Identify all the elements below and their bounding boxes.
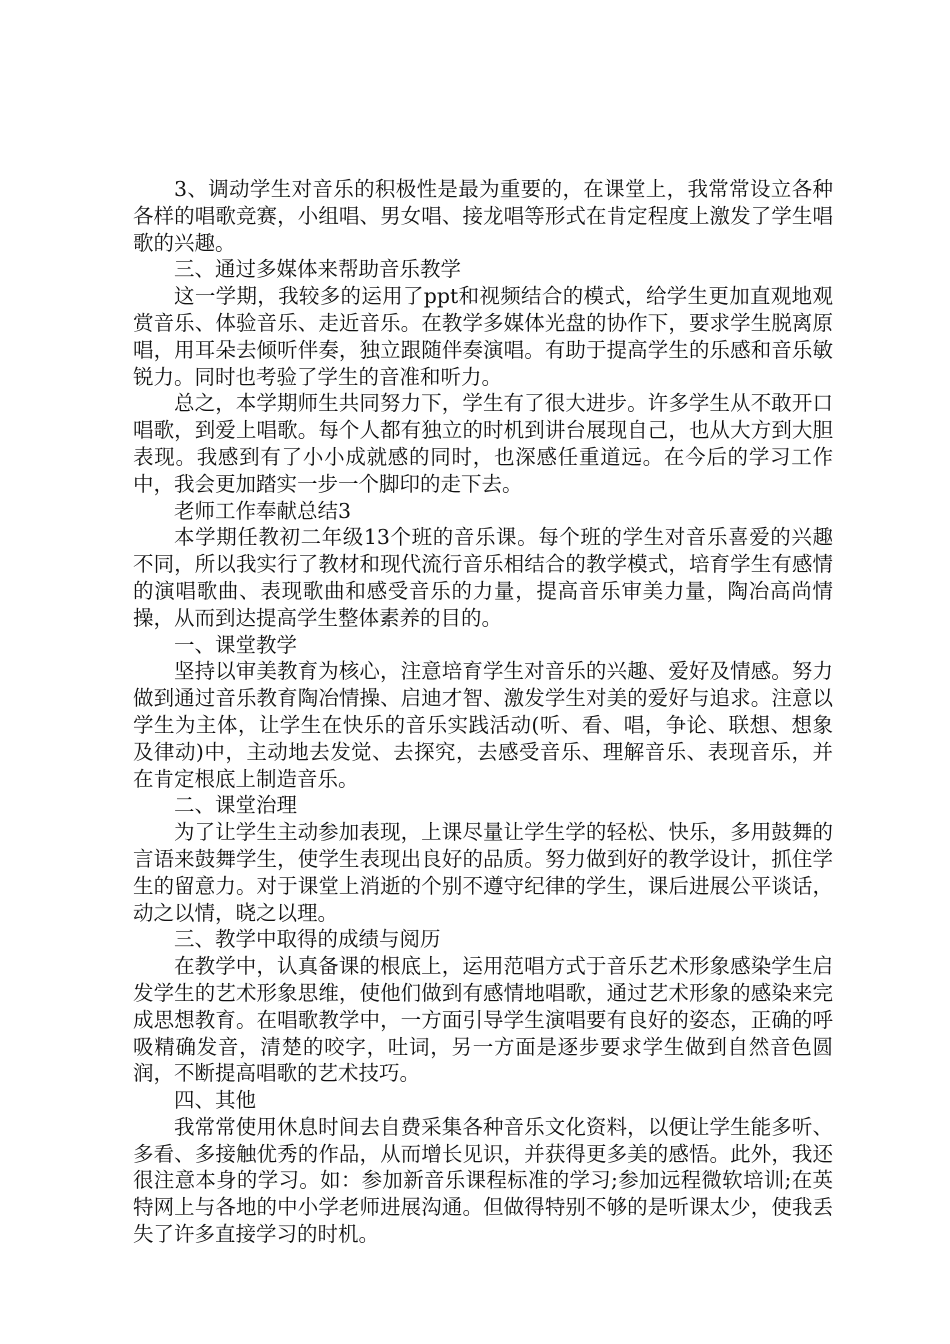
paragraph-classroom-teaching: 坚持以审美教育为核心，注意培育学生对音乐的兴趣、爱好及情感。努力做到通过音乐教育陶冶情操、启迪才智、激发学生对美的爱好与追求。注意以学生为主体，让学生在快乐的音乐实践活动(听、看、唱，争论、联想、想象及律动)中，主动地去发觉、去探究，去感受音乐、理解音乐、表现音乐，并在肯定根底上制造音乐。 [133,659,833,791]
section-heading-other: 四、其他 [174,1088,256,1113]
paragraph-multimedia: 这一学期，我较多的运用了ppt和视频结合的模式，给学生更加直观地观赏音乐、体验音乐、走近音乐。在教学多媒体光盘的协作下，要求学生脱离原唱，用耳朵去倾听伴奏，独立跟随伴奏演唱。有助于提高学生的乐感和音乐敏锐力。同时也考验了学生的音准和听力。 [133,284,833,389]
paragraph-item-3-motivation: 3、调动学生对音乐的积极性是最为重要的，在课堂上，我常常设立各种各样的唱歌竞赛，小组唱、男女唱、接龙唱等形式在肯定程度上激发了学生唱歌的兴趣。 [133,177,833,255]
section-heading-achievements: 三、教学中取得的成绩与阅历 [174,927,441,952]
paragraph-intro: 本学期任教初二年级13个班的音乐课。每个班的学生对音乐喜爱的兴趣不同，所以我实行了教材和现代流行音乐相结合的教学模式，培育学生有感情的演唱歌曲、表现歌曲和感受音乐的力量，提高音乐审美力量，陶冶高尚情操，从而到达提高学生整体素养的目的。 [133,525,833,630]
section-heading-multimedia: 三、通过多媒体来帮助音乐教学 [174,257,461,282]
section-heading-classroom-teaching: 一、课堂教学 [174,632,297,657]
document-body [133,176,833,1248]
paragraph-classroom-management: 为了让学生主动参加表现，上课尽量让学生学的轻松、快乐，多用鼓舞的言语来鼓舞学生，使学生表现出良好的品质。努力做到好的教学设计，抓住学生的留意力。对于课堂上消逝的个别不遵守纪律的学生，课后进展公平谈话，动之以情，晓之以理。 [133,820,833,925]
paragraph-achievements: 在教学中，认真备课的根底上，运用范唱方式于音乐艺术形象感染学生启发学生的艺术形象思维，使他们做到有感情地唱歌，通过艺术形象的感染来完成思想教育。在唱歌教学中，一方面引导学生演唱要有良好的姿态，正确的呼吸精确发音，清楚的咬字，吐词，另一方面是逐步要求学生做到自然音色圆润，不断提高唱歌的艺术技巧。 [133,954,833,1086]
document-subtitle: 老师工作奉献总结3 [174,498,352,523]
section-heading-classroom-management: 二、课堂治理 [174,793,297,818]
paragraph-other: 我常常使用休息时间去自费采集各种音乐文化资料，以便让学生能多听、多看、多接触优秀的作品，从而增长见识，并获得更多美的感悟。此外，我还很注意本身的学习。如：参加新音乐课程标准的学习;参加远程微软培训;在英特网上与各地的中小学老师进展沟通。但做得特别不够的是听课太少，使我丢失了许多直接学习的时机。 [133,1114,833,1247]
paragraph-conclusion: 总之，本学期师生共同努力下，学生有了很大进步。许多学生从不敢开口唱歌，到爱上唱歌。每个人都有独立的时机到讲台展现自己，也从大方到大胆表现。我感到有了小小成就感的同时，也深感任重道远。在今后的学习工作中，我会更加踏实一步一个脚印的走下去。 [133,391,833,496]
